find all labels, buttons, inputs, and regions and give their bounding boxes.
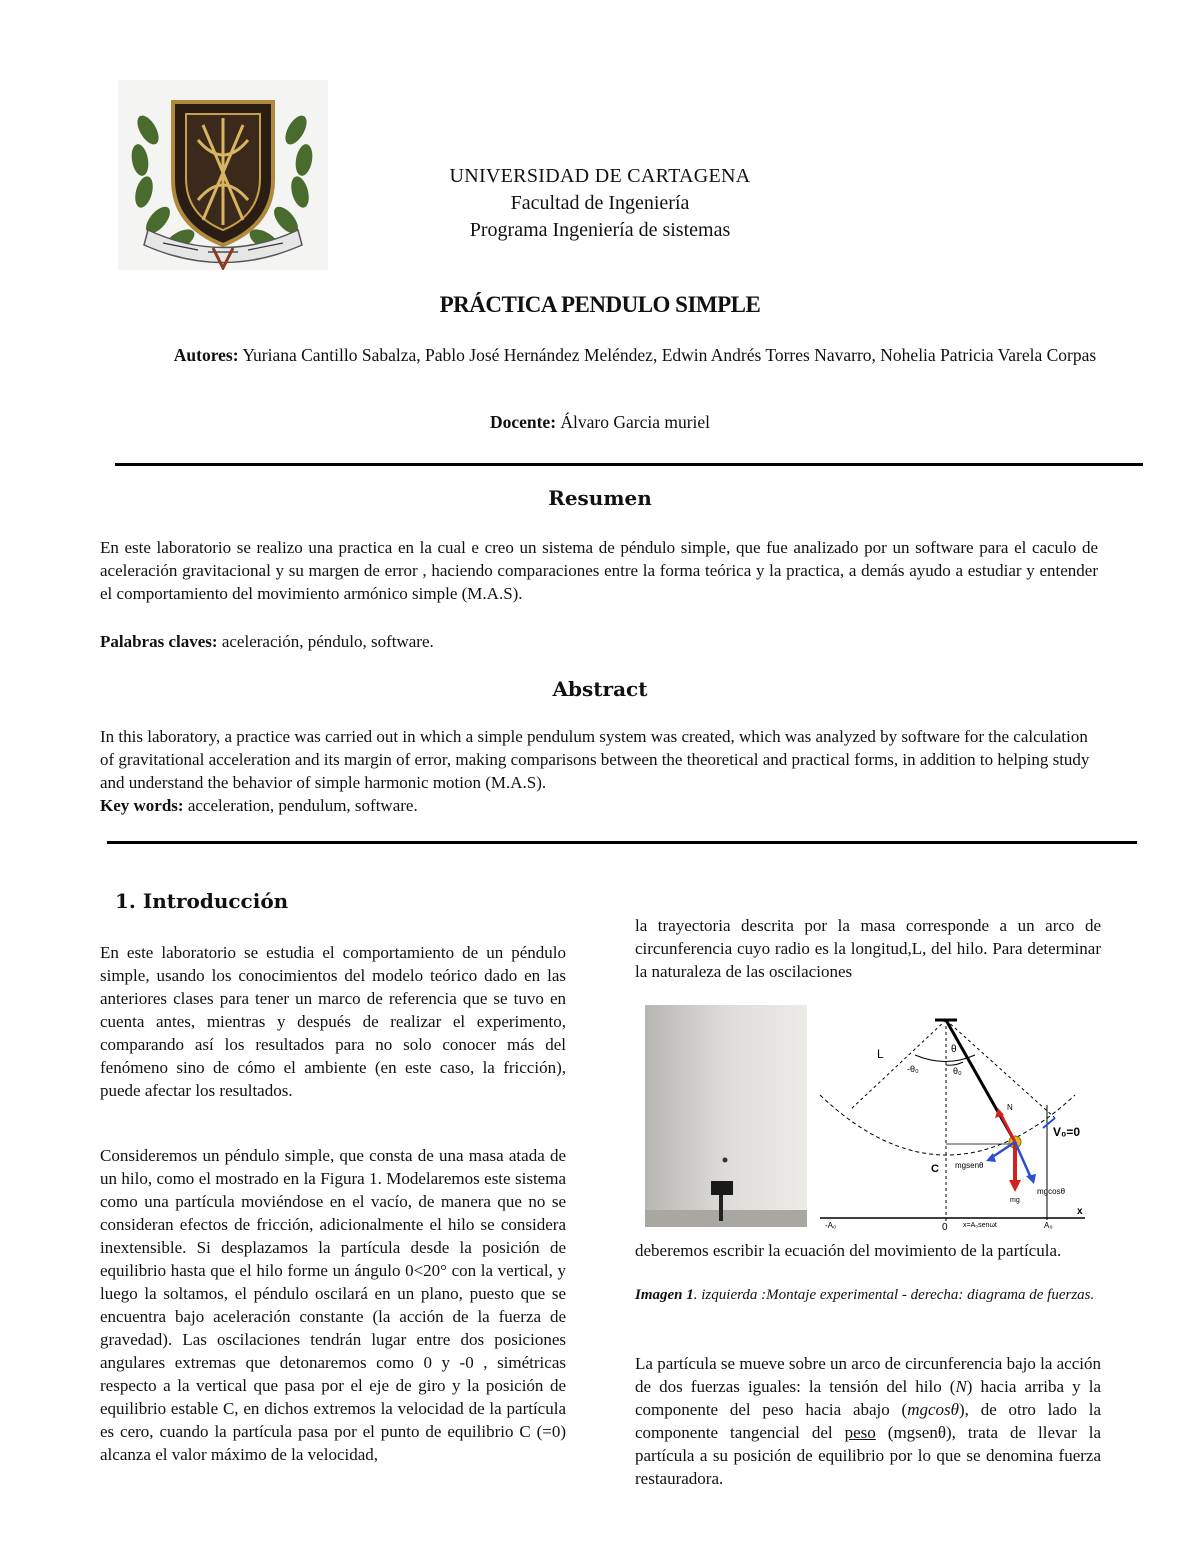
diagram-label-C: C: [931, 1163, 939, 1175]
document-title: PRÁCTICA PENDULO SIMPLE: [439, 292, 761, 317]
diagram-label-A0: A₀: [1044, 1221, 1053, 1230]
p3-mgcos-symbol: mgcosθ: [907, 1400, 960, 1419]
diagram-label-theta0: θ₀: [953, 1066, 962, 1076]
university-crest-logo: [118, 80, 328, 270]
resumen-keywords-value: aceleración, péndulo, software.: [221, 632, 434, 651]
intro-paragraph-1: En este laboratorio se estudia el comportamiento de un péndulo simple, usando los conocimientos del modelo teórico dado en las anteriores clases para tener un marco de referencia que se tuvo en cuenta antes, mientras y después de realizar el experimento, comparando así los resultados para no solo conocer más del fenómeno sino de cómo el ambiente (en este caso, la fricción), puede afectar los resultados.: [100, 943, 566, 1100]
abstract-text: In this laboratory, a practice was carried out in which a simple pendulum system was created, which was analyzed by software for the calculation of gravitational acceleration and its margin of error, making comparisons between the theoretical and practical forms, in addition to helping study and understand the behavior of simple harmonic motion (M.A.S).: [100, 727, 1090, 792]
abstract-keywords-value: acceleration, pendulum, software.: [187, 796, 418, 815]
force-diagram: [815, 1010, 1090, 1232]
bottom-divider: [107, 841, 1137, 844]
p3-tension-symbol: N: [955, 1377, 967, 1396]
top-divider: [115, 463, 1143, 466]
right-paragraph-3: [635, 1352, 1101, 1490]
program-name: Programa Ingeniería de sistemas: [469, 219, 731, 241]
authors-label: Autores:: [173, 345, 239, 365]
teacher-label: Docente:: [489, 412, 557, 432]
diagram-label-N: N: [1007, 1103, 1013, 1112]
diagram-label-zero: 0: [942, 1222, 948, 1232]
right-paragraph-1: la trayectoria descrita por la masa corresponde a un arco de circunferencia cuyo radio es la longitud,L, del hilo. Para determinar la naturaleza de las oscilaciones: [635, 916, 1101, 981]
abstract-keywords-label: Key words:: [100, 796, 184, 815]
p3-part-b: ) hacia arriba y la componente del peso hacia abajo (: [635, 1377, 1101, 1419]
diagram-label-neg-theta0: -θ₀: [907, 1064, 919, 1074]
p3-peso-link[interactable]: peso: [844, 1423, 876, 1442]
diagram-label-v0: V₀=0: [1053, 1125, 1081, 1139]
experiment-photo: [645, 1005, 807, 1227]
diagram-label-neg-A0: -A₀: [825, 1221, 837, 1230]
resumen-keywords-label: Palabras claves:: [100, 632, 218, 651]
figure-caption: [635, 1285, 1101, 1306]
figure-caption-text: . izquierda :Montaje experimental - derecha: diagrama de fuerzas.: [693, 1287, 1095, 1303]
figure-caption-label: Imagen 1: [635, 1287, 694, 1303]
p3-part-d: (mgsenθ), trata de llevar la partícula a su posición de equilibrio por lo que se denomina fuerza restauradora.: [635, 1423, 1102, 1488]
resumen-keywords: [100, 630, 1098, 653]
diagram-label-x: x: [1077, 1206, 1083, 1217]
diagram-label-mgcos: mgcosθ: [1037, 1187, 1066, 1196]
authors-line: [170, 344, 1100, 367]
diagram-label-mgsen: mgsenθ: [955, 1161, 984, 1170]
abstract-heading: Abstract: [552, 677, 648, 701]
diagram-label-theta: θ: [951, 1044, 957, 1055]
intro-heading: 1. Introducción: [115, 889, 289, 913]
abstract-keywords: [100, 794, 1098, 817]
diagram-label-L: L: [877, 1047, 884, 1061]
resumen-text: En este laboratorio se realizo una practica en la cual e creo un sistema de péndulo simple, que fue analizado por un software para el caculo de aceleración gravitacional y su margen de error , haciendo comparaciones entre la forma teórica y la practica, a demás ayudo a estudiar y entender el comportamiento del movimiento armónico simple (M.A.S).: [100, 538, 1098, 603]
teacher-name: Álvaro Garcia muriel: [560, 412, 711, 432]
intro-paragraph-2: Consideremos un péndulo simple, que consta de una masa atada de un hilo, como el mostrado en la Figura 1. Modelaremos este sistema como una partícula moviéndose en el vacío, de manera que no se consideran efectos de fricción, adicionalmente el hilo se considera inextensible. Si desplazamos la partícula desde la posición de equilibrio hasta que el hilo forme un ángulo 0<20° con la vertical, y luego la soltamos, el péndulo oscilará en un plano, puesto que se encuentra bajo aceleración constante (la acción de la fuerza de gravedad). Las oscilaciones tendrán lugar entre dos posiciones angulares extremas que detonaremos como 0 y -0 , simétricas respecto a la vertical que pasa por el eje de giro y la posición de equilibrio estable C, en dichos extremos la velocidad de la partícula es cero, cuando la partícula pasa por el punto de equilibrio C (=0) alcanza el valor máximo de la velocidad,: [100, 1146, 566, 1464]
diagram-label-mg: mg: [1010, 1197, 1020, 1204]
teacher-line: [300, 412, 900, 433]
p3-part-c: ), de otro lado la componente tangencial del: [635, 1400, 1101, 1442]
p3-part-a: La partícula se mueve sobre un arco de circunferencia bajo la acción de dos fuerzas iguales: la tensión del hilo (: [635, 1354, 1101, 1396]
resumen-heading: Resumen: [548, 486, 652, 510]
faculty-name: Facultad de Ingeniería: [510, 192, 690, 214]
diagram-label-x-formula: x=A₀senωt: [963, 1222, 997, 1229]
university-name: UNIVERSIDAD DE CARTAGENA: [449, 165, 751, 187]
authors-names: Yuriana Cantillo Sabalza, Pablo José Hernández Meléndez, Edwin Andrés Torres Navarro, Nohelia Patricia Varela Corpas: [242, 345, 1097, 365]
right-paragraph-2: deberemos escribir la ecuación del movimiento de la partícula.: [635, 1241, 1062, 1260]
